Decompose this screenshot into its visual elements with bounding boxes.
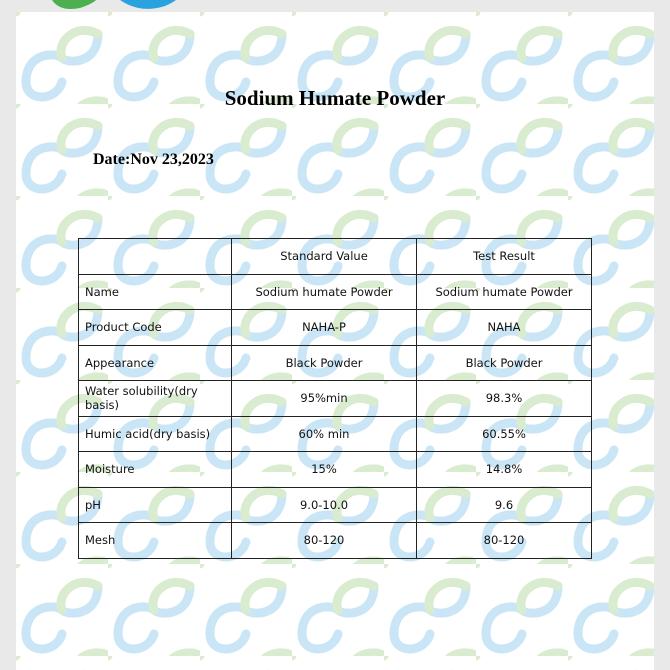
row-item-cell: Appearance <box>79 345 232 381</box>
row-result-cell: 14.8% <box>417 452 592 488</box>
table-row <box>79 487 592 523</box>
row-standard-cell: 80-120 <box>232 523 417 559</box>
document-title: Sodium Humate Powder <box>224 86 446 110</box>
table-row <box>79 452 592 488</box>
table-row <box>79 523 592 559</box>
header-cell-item <box>79 239 232 275</box>
document-date: Date:Nov 23,2023 <box>93 151 214 168</box>
row-standard-cell: NAHA-P <box>232 310 417 346</box>
specification-table <box>78 238 592 559</box>
row-item-cell: Product Code <box>79 310 232 346</box>
row-result-cell: Sodium humate Powder <box>417 274 592 310</box>
row-result-cell: NAHA <box>417 310 592 346</box>
row-item-cell: Moisture <box>79 452 232 488</box>
header-cell-test-result: Test Result <box>417 239 592 275</box>
table-header-row <box>79 239 592 275</box>
table-row <box>79 345 592 381</box>
row-standard-cell: Sodium humate Powder <box>232 274 417 310</box>
row-item-cell: Water solubility(dry basis) <box>79 381 232 417</box>
company-logo <box>0 0 670 16</box>
row-result-cell: 60.55% <box>417 416 592 452</box>
row-result-cell: 98.3% <box>417 381 592 417</box>
row-item-cell: Humic acid(dry basis) <box>79 416 232 452</box>
row-item-cell: pH <box>79 487 232 523</box>
table-row <box>79 381 592 417</box>
row-standard-cell: Black Powder <box>232 345 417 381</box>
header-cell-standard-value: Standard Value <box>232 239 417 275</box>
row-result-cell: 80-120 <box>417 523 592 559</box>
row-standard-cell: 60% min <box>232 416 417 452</box>
row-result-cell: Black Powder <box>417 345 592 381</box>
row-standard-cell: 15% <box>232 452 417 488</box>
row-item-cell: Mesh <box>79 523 232 559</box>
row-standard-cell: 9.0-10.0 <box>232 487 417 523</box>
row-result-cell: 9.6 <box>417 487 592 523</box>
table-row <box>79 416 592 452</box>
table-row <box>79 310 592 346</box>
row-standard-cell: 95%min <box>232 381 417 417</box>
table-row <box>79 274 592 310</box>
row-item-cell: Name <box>79 274 232 310</box>
